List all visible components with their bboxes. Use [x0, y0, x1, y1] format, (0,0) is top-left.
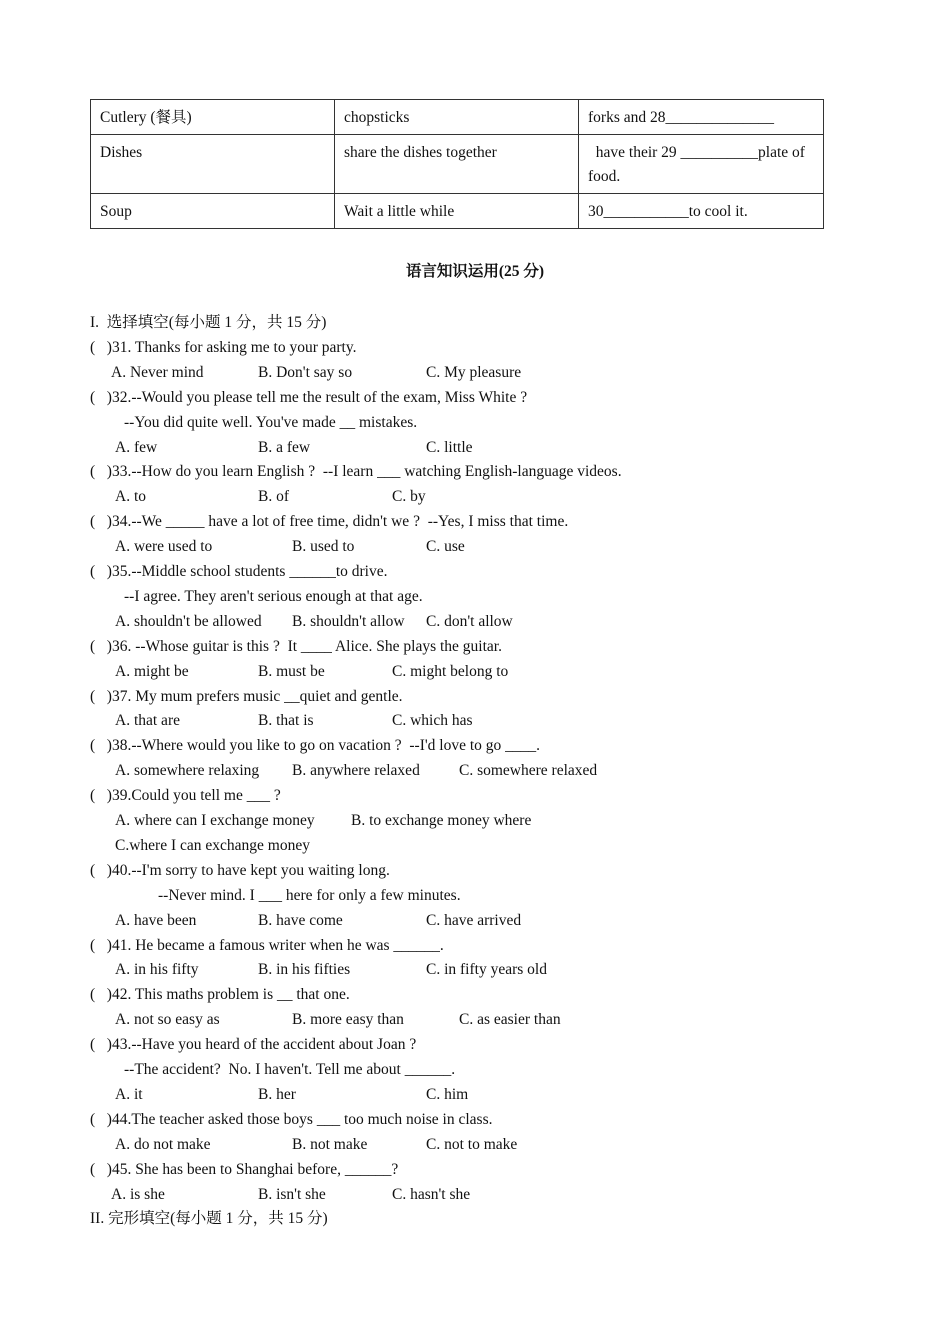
- food-culture-table: [90, 99, 824, 229]
- option-b: B. not make: [292, 1135, 368, 1153]
- question-stem: ( )39.Could you tell me ___ ?: [90, 787, 281, 805]
- option-c: C. don't allow: [426, 612, 513, 630]
- option-b: B. of: [258, 488, 289, 506]
- option-c: C. little: [426, 438, 473, 456]
- table-row: [91, 100, 824, 135]
- option-a: A. do not make: [115, 1135, 211, 1153]
- table-cell: Wait a little while: [335, 194, 579, 229]
- option-a: A. somewhere relaxing: [115, 762, 260, 780]
- question-stem: ( )34.--We _____ have a lot of free time, didn't we ? --Yes, I miss that time.: [90, 513, 569, 531]
- table-cell: 30___________to cool it.: [579, 194, 824, 229]
- table-row: [91, 194, 824, 229]
- question-followup: --The accident? No. I haven't. Tell me about ______.: [124, 1061, 456, 1078]
- option-b: B. Don't say so: [258, 363, 353, 381]
- option-a: A. it: [115, 1085, 143, 1103]
- question-followup: --You did quite well. You've made __ mistakes.: [124, 413, 418, 431]
- option-c: C.where I can exchange money: [115, 836, 310, 854]
- option-c: C. might belong to: [392, 662, 509, 680]
- option-b: B. her: [258, 1085, 296, 1103]
- option-a: A. were used to: [115, 538, 213, 556]
- option-c: C. which has: [392, 712, 473, 730]
- option-a: A. where can I exchange money: [115, 812, 315, 829]
- option-c: C. by: [392, 488, 426, 506]
- question-stem: ( )43.--Have you heard of the accident about Joan ?: [90, 1036, 417, 1054]
- table-cell: forks and 28______________: [579, 100, 824, 135]
- option-a: A. to: [115, 488, 146, 506]
- question-stem: ( )31. Thanks for asking me to your party.: [90, 338, 357, 356]
- option-b: B. isn't she: [258, 1185, 326, 1203]
- option-b: B. that is: [258, 712, 314, 730]
- question-stem: ( )38.--Where would you like to go on vacation ? --I'd love to go ____.: [90, 737, 541, 755]
- option-b: B. shouldn't allow: [292, 612, 405, 630]
- question-stem: ( )40.--I'm sorry to have kept you waiting long.: [90, 861, 390, 879]
- question-stem: ( )41. He became a famous writer when he was ______.: [90, 936, 444, 954]
- question-stem: ( )33.--How do you learn English ? --I learn ___ watching English-language videos.: [90, 463, 622, 481]
- option-c: C. as easier than: [459, 1011, 561, 1029]
- option-c: C. him: [426, 1085, 469, 1103]
- option-a: A. Never mind: [111, 363, 204, 381]
- question-stem: ( )36. --Whose guitar is this ? It ____ Alice. She plays the guitar.: [90, 637, 502, 655]
- question-stem: ( )42. This maths problem is __ that one.: [90, 986, 350, 1004]
- option-b: B. in his fifties: [258, 961, 351, 979]
- part1-heading: I. 选择填空(每小题 1 分，共 15 分): [90, 314, 327, 331]
- table-row: [91, 135, 824, 194]
- option-b: B. anywhere relaxed: [292, 762, 420, 780]
- option-c: C. in fifty years old: [426, 961, 547, 979]
- option-b: B. have come: [258, 911, 343, 929]
- option-b: B. used to: [292, 538, 355, 556]
- section-title: 语言知识运用(25 分): [405, 263, 545, 280]
- option-a: A. is she: [111, 1185, 165, 1203]
- option-a: A. shouldn't be allowed: [115, 612, 262, 630]
- table-cell: have their 29 __________plate of food.: [579, 135, 824, 194]
- option-c: C. My pleasure: [426, 363, 522, 381]
- option-c: C. somewhere relaxed: [459, 762, 598, 780]
- option-a: A. in his fifty: [115, 961, 199, 979]
- question-stem: ( )32.--Would you please tell me the result of the exam, Miss White ?: [90, 388, 528, 406]
- question-stem: ( )45. She has been to Shanghai before, ______?: [90, 1160, 399, 1178]
- question-followup: --I agree. They aren't serious enough at that age.: [124, 587, 423, 605]
- question-followup: --Never mind. I ___ here for only a few minutes.: [158, 886, 461, 904]
- table-cell: share the dishes together: [335, 135, 579, 194]
- option-a: A. few: [115, 438, 158, 456]
- option-c: C. have arrived: [426, 911, 522, 929]
- option-a: A. not so easy as: [115, 1011, 220, 1029]
- option-b: B. to exchange money where: [351, 812, 532, 829]
- option-c: C. not to make: [426, 1135, 518, 1153]
- option-b: B. a few: [258, 438, 311, 456]
- option-c: C. use: [426, 538, 465, 556]
- option-a: A. that are: [115, 712, 180, 730]
- table-cell: chopsticks: [335, 100, 579, 135]
- question-stem: ( )35.--Middle school students ______to drive.: [90, 563, 388, 580]
- table-cell: Soup: [91, 194, 335, 229]
- question-stem: ( )37. My mum prefers music __quiet and gentle.: [90, 687, 403, 705]
- option-c: C. hasn't she: [392, 1185, 471, 1203]
- part2-heading: II. 完形填空(每小题 1 分，共 15 分): [90, 1210, 328, 1228]
- table-cell: Dishes: [91, 135, 335, 194]
- question-stem: ( )44.The teacher asked those boys ___ too much noise in class.: [90, 1110, 493, 1128]
- option-a: A. have been: [115, 911, 197, 929]
- option-a: A. might be: [115, 662, 189, 680]
- table-cell: Cutlery (餐具): [91, 100, 335, 135]
- option-b: B. must be: [258, 662, 325, 680]
- option-b: B. more easy than: [292, 1011, 404, 1029]
